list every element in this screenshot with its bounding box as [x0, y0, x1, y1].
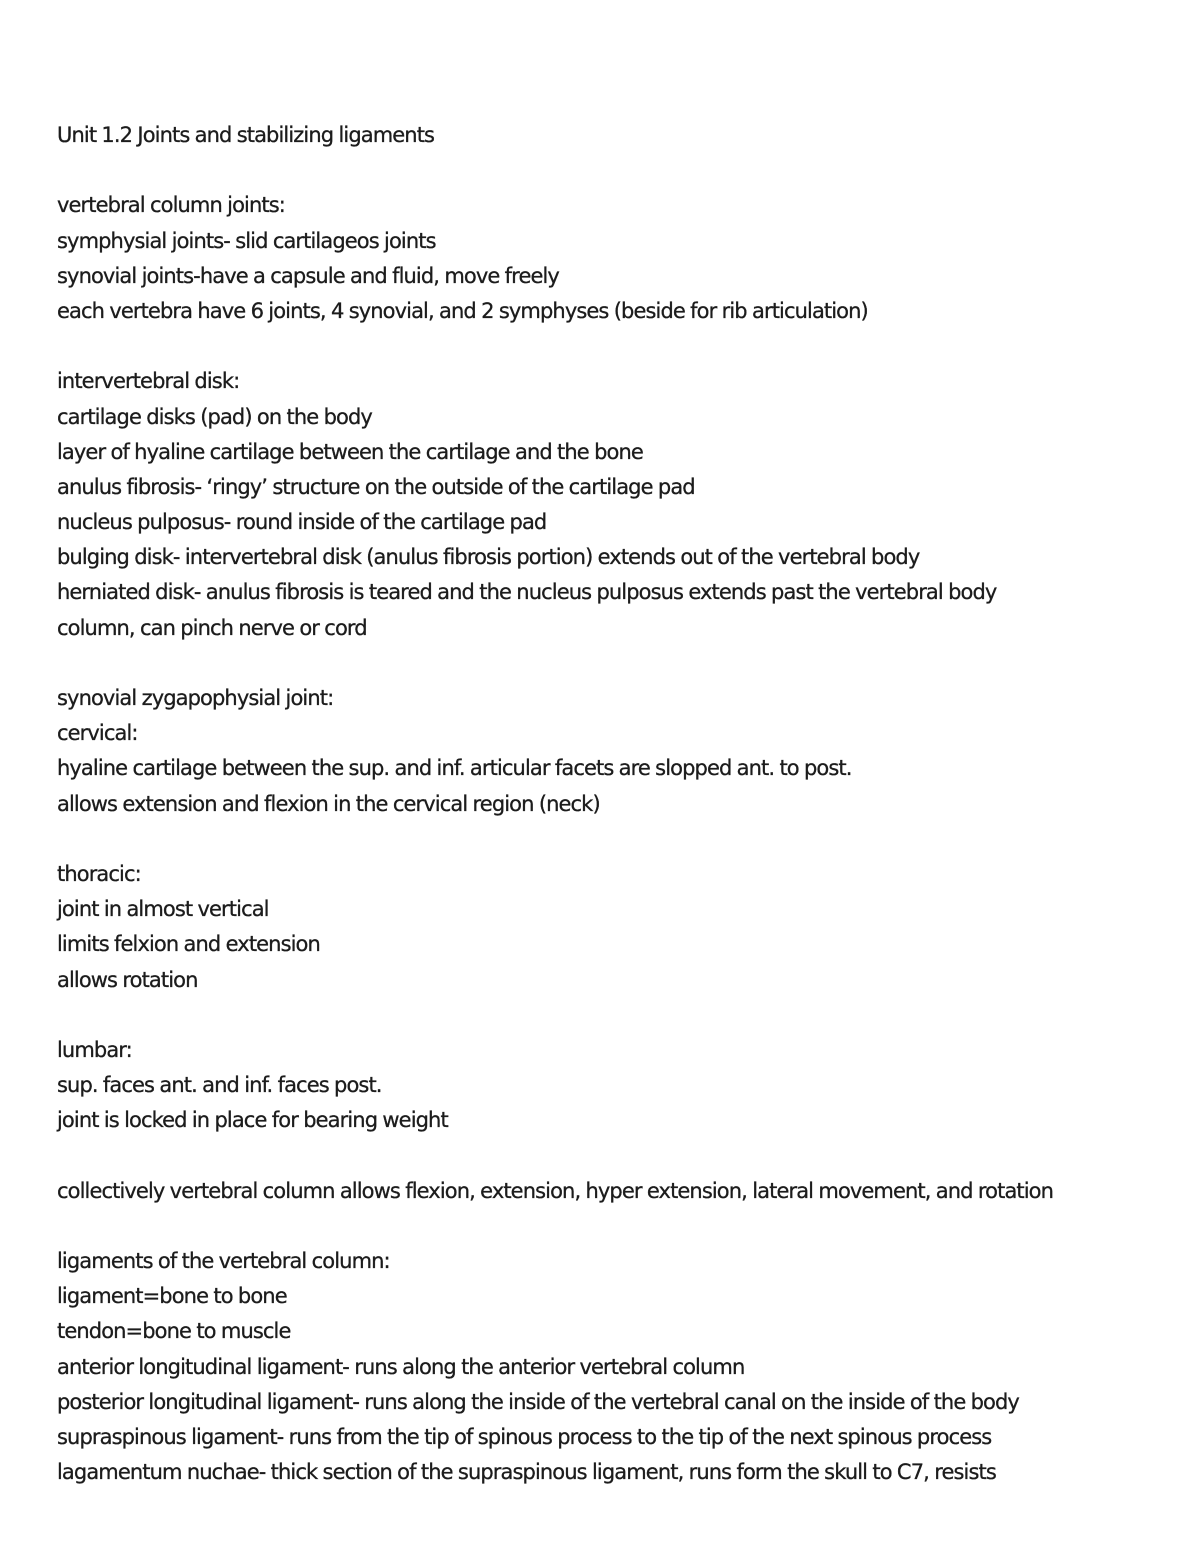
text-line: each vertebra have 6 joints, 4 synovial, and 2 symphyses (beside for rib articulation)	[57, 298, 868, 323]
text-line: allows extension and flexion in the cervical region (neck)	[57, 791, 600, 816]
summary-line: collectively vertebral column allows flexion, extension, hyper extension, lateral movement, and rotation	[57, 1178, 1054, 1203]
text-line: tendon=bone to muscle	[57, 1319, 291, 1344]
text-line: joint is locked in place for bearing weight	[57, 1108, 448, 1133]
text-line: limits felxion and extension	[57, 932, 320, 957]
text-line: sup. faces ant. and inf. faces post.	[57, 1073, 382, 1098]
blank-line	[57, 1209, 1177, 1244]
text-line: column, can pinch nerve or cord	[57, 615, 367, 640]
text-line: nucleus pulposus- round inside of the cartilage pad	[57, 510, 547, 535]
section-heading-synovial-zygapophysial-joint: synovial zygapophysial joint:	[57, 686, 334, 710]
text-line: cartilage disks (pad) on the body	[57, 404, 372, 429]
text-line: allows rotation	[57, 967, 198, 992]
text-line: layer of hyaline cartilage between the cartilage and the bone	[57, 439, 643, 464]
blank-line	[57, 998, 1177, 1033]
document-body	[57, 118, 1177, 1490]
blank-line	[57, 822, 1177, 857]
section-heading-ligaments: ligaments of the vertebral column:	[57, 1249, 390, 1273]
blank-line	[57, 329, 1177, 364]
text-line: supraspinous ligament- runs from the tip of spinous process to the tip of the next spinous process	[57, 1424, 992, 1449]
text-line: hyaline cartilage between the sup. and inf. articular facets are slopped ant. to post.	[57, 756, 852, 781]
subheading-lumbar: lumbar:	[57, 1037, 132, 1062]
blank-line	[57, 1138, 1177, 1173]
subheading-cervical: cervical:	[57, 721, 138, 746]
blank-line	[57, 153, 1177, 188]
text-line: ligament=bone to bone	[57, 1284, 287, 1309]
document-title: Unit 1.2 Joints and stabilizing ligaments	[57, 123, 435, 147]
text-line: symphysial joints- slid cartilageos joints	[57, 228, 436, 253]
text-line: herniated disk- anulus fibrosis is teared and the nucleus pulposus extends past the vertebral body	[57, 580, 997, 605]
subheading-thoracic: thoracic:	[57, 861, 141, 886]
blank-line	[57, 646, 1177, 681]
text-line: posterior longitudinal ligament- runs along the inside of the vertebral canal on the inside of the body	[57, 1389, 1019, 1414]
section-heading-intervertebral-disk: intervertebral disk:	[57, 369, 240, 394]
text-line: anterior longitudinal ligament- runs along the anterior vertebral column	[57, 1354, 745, 1379]
text-line: synovial joints-have a capsule and fluid, move freely	[57, 263, 559, 288]
text-line: bulging disk- intervertebral disk (anulus fibrosis portion) extends out of the vertebral body	[57, 545, 920, 570]
text-line: lagamentum nuchae- thick section of the supraspinous ligament, runs form the skull to C7, resists	[57, 1460, 996, 1485]
text-line: anulus fibrosis- ‘ringy’ structure on the outside of the cartilage pad	[57, 474, 695, 499]
text-line: joint in almost vertical	[57, 897, 269, 922]
section-heading-vertebral-column-joints: vertebral column joints:	[57, 193, 285, 218]
